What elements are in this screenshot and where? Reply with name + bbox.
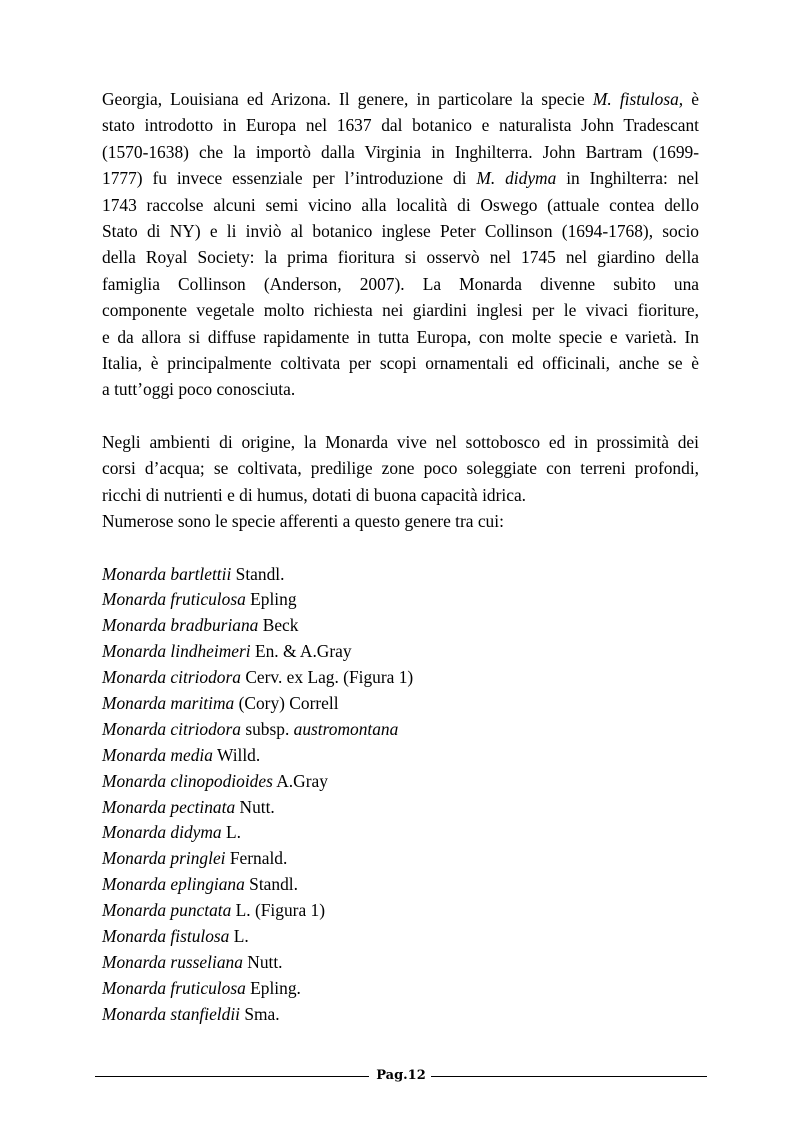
text-line: Negli ambienti di origine, la Monarda vive nel sottobosco ed in prossimità dei <box>102 431 699 452</box>
footer-rule-left <box>95 1076 369 1077</box>
text-line: Numerose sono le specie afferenti a questo genere tra cui: <box>102 511 504 532</box>
page-footer <box>95 1064 707 1088</box>
text-line: Stato di NY) e li inviò al botanico inglese Peter Collinson (1694-1768), socio <box>102 221 699 242</box>
text-line: componente vegetale molto richiesta nei giardini inglesi per le vivaci fioriture, <box>102 300 699 321</box>
species-item: Monarda fruticulosa Epling <box>102 589 297 610</box>
species-name: M. fistulosa, <box>592 89 684 109</box>
footer-rule-right <box>431 1076 707 1077</box>
species-item: Monarda citriodora subsp. austromontana <box>102 718 399 739</box>
text-line: ricchi di nutrienti e di humus, dotati di buona capacità idrica. <box>102 484 527 505</box>
species-item: Monarda maritima (Cory) Correll <box>102 692 339 713</box>
text-line: stato introdotto in Europa nel 1637 dal botanico e naturalista John Tradescant <box>102 115 699 136</box>
species-item: Monarda clinopodioides A.Gray <box>102 770 328 791</box>
species-list <box>102 561 699 1027</box>
text-line: famiglia Collinson (Anderson, 2007). La Monarda divenne subito una <box>102 273 699 294</box>
species-item: Monarda stanfieldii Sma. <box>102 1003 280 1024</box>
paragraph-spacer <box>102 535 699 561</box>
species-item: Monarda fistulosa L. <box>102 925 249 946</box>
text-line: Georgia, Louisiana ed Arizona. Il genere, in particolare la specie M. fistulosa, è <box>102 89 700 109</box>
species-item: Monarda didyma L. <box>102 822 241 843</box>
text-line: e da allora si diffuse rapidamente in tutta Europa, con molte specie e varietà. In <box>102 326 699 347</box>
text-line: corsi d’acqua; se coltivata, predilige zone poco soleggiate con terreni profondi, <box>102 458 699 479</box>
text-line: 1743 raccolse alcuni semi vicino alla località di Oswego (attuale contea dello <box>102 194 699 215</box>
page-number: Pag.12 <box>376 1068 426 1083</box>
species-item: Monarda bartlettii Standl. <box>102 563 285 584</box>
species-item: Monarda citriodora Cerv. ex Lag. (Figura 1) <box>102 667 414 688</box>
species-item: Monarda bradburiana Beck <box>102 615 299 636</box>
species-item: Monarda russeliana Nutt. <box>102 951 283 972</box>
species-item: Monarda lindheimeri En. & A.Gray <box>102 641 352 662</box>
text-line: della Royal Society: la prima fioritura si osservò nel 1745 nel giardino della <box>102 247 699 268</box>
species-name: M. didyma <box>476 168 557 189</box>
text-line: Italia, è principalmente coltivata per scopi ornamentali ed officinali, anche se è <box>102 353 699 374</box>
page-body <box>102 86 699 1027</box>
paragraph-spacer <box>102 403 699 429</box>
text-line: 1777) fu invece essenziale per l’introduzione di M. didyma in Inghilterra: nel <box>102 168 699 189</box>
paragraph-history <box>102 86 699 403</box>
species-item: Monarda eplingiana Standl. <box>102 874 298 895</box>
species-item: Monarda pringlei Fernald. <box>102 848 288 869</box>
species-item: Monarda media Willd. <box>102 744 261 765</box>
species-item: Monarda fruticulosa Epling. <box>102 977 301 998</box>
species-item: Monarda pectinata Nutt. <box>102 796 275 817</box>
text-line: (1570-1638) che la importò dalla Virginia in Inghilterra. John Bartram (1699- <box>102 141 699 162</box>
paragraph-habitat <box>102 429 699 535</box>
species-item: Monarda punctata L. (Figura 1) <box>102 900 325 921</box>
text-line: a tutt’oggi poco conosciuta. <box>102 379 296 400</box>
